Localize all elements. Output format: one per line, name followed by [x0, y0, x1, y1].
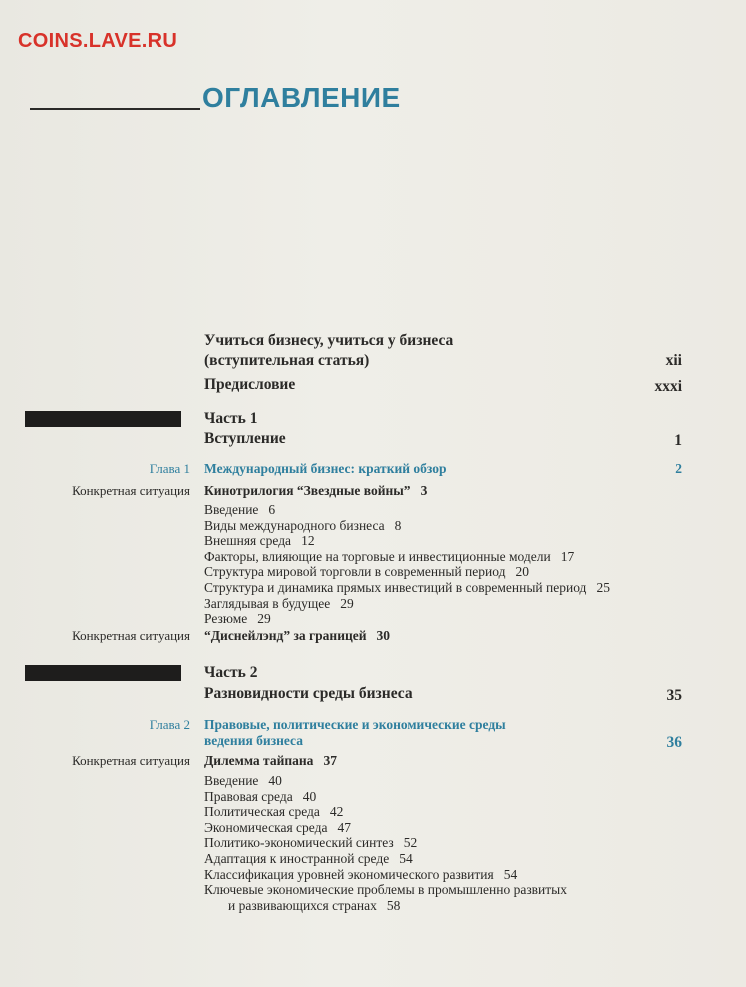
intro-title-line1: Учиться бизнесу, учиться у бизнеса	[204, 332, 454, 349]
toc-entry-continuation: и развивающихся странах 58	[228, 897, 401, 913]
chapter1-case-title: Кинотрилогия “Звездные войны” 3	[204, 483, 428, 498]
toc-entry: Структура мировой торговли в современный период 20	[204, 564, 529, 580]
part2-bar	[25, 665, 181, 681]
chapter2-sections	[204, 773, 567, 913]
toc-entry: Политико-экономический синтез 52	[204, 835, 418, 851]
part2-title: Разновидности среды бизнеса	[204, 685, 413, 702]
chapter2-title-line2: ведения бизнеса	[204, 733, 303, 748]
toc-entry: Факторы, влияющие на торговые и инвестиционные модели 17	[204, 548, 575, 564]
intro-page: xii	[665, 352, 682, 369]
preface-title: Предисловие	[204, 376, 296, 393]
intro-title-line2: (вступительная статья)	[204, 352, 370, 369]
toc-entry: Введение 40	[204, 773, 282, 788]
toc-entry: Виды международного бизнеса 8	[204, 517, 402, 533]
watermark: COINS.LAVE.RU	[18, 30, 178, 52]
part1-bar	[25, 411, 181, 427]
chapter2-case-label: Конкретная ситуация	[72, 753, 190, 768]
part2-page: 35	[666, 687, 682, 704]
toc-entry: Резюме 29	[204, 611, 271, 627]
chapter1-sections	[204, 502, 610, 627]
chapter1-label: Глава 1	[149, 461, 190, 476]
toc-entry: Правовая среда 40	[204, 788, 317, 804]
page-title: ОГЛАВЛЕНИЕ	[202, 82, 401, 113]
chapter1-title: Международный бизнес: краткий обзор	[204, 461, 447, 476]
chapter2-page: 36	[666, 734, 682, 751]
toc-entry: Адаптация к иностранной среде 54	[204, 850, 413, 866]
toc-entry: Введение 6	[204, 502, 276, 517]
part1-page: 1	[674, 432, 682, 449]
part1-title: Вступление	[204, 430, 286, 447]
toc-entry: Структура и динамика прямых инвестиций в современный период 25	[204, 579, 610, 595]
toc-entry: Политическая среда 42	[204, 804, 344, 820]
chapter2-label: Глава 2	[149, 717, 190, 732]
chapter1-case-label: Конкретная ситуация	[72, 483, 190, 498]
chapter2-case-title: Дилемма тайпана 37	[204, 753, 337, 768]
title-rule	[30, 108, 200, 110]
chapter2-title-line1: Правовые, политические и экономические среды	[204, 717, 506, 732]
preface-page: xxxi	[654, 378, 682, 395]
toc-entry: Экономическая среда 47	[204, 819, 351, 835]
toc-entry: Заглядывая в будущее 29	[204, 595, 354, 611]
part1-label: Часть 1	[204, 410, 258, 427]
toc-entry: Классификация уровней экономического развития 54	[204, 866, 518, 882]
chapter1-case2-label: Конкретная ситуация	[72, 628, 190, 643]
toc-entry: Внешняя среда 12	[204, 533, 315, 549]
part2-label: Часть 2	[204, 664, 258, 681]
toc-entry: Ключевые экономические проблемы в промышленно развитых	[204, 882, 567, 898]
chapter1-page: 2	[675, 461, 682, 476]
chapter1-case2-title: “Диснейлэнд” за границей 30	[204, 628, 391, 643]
